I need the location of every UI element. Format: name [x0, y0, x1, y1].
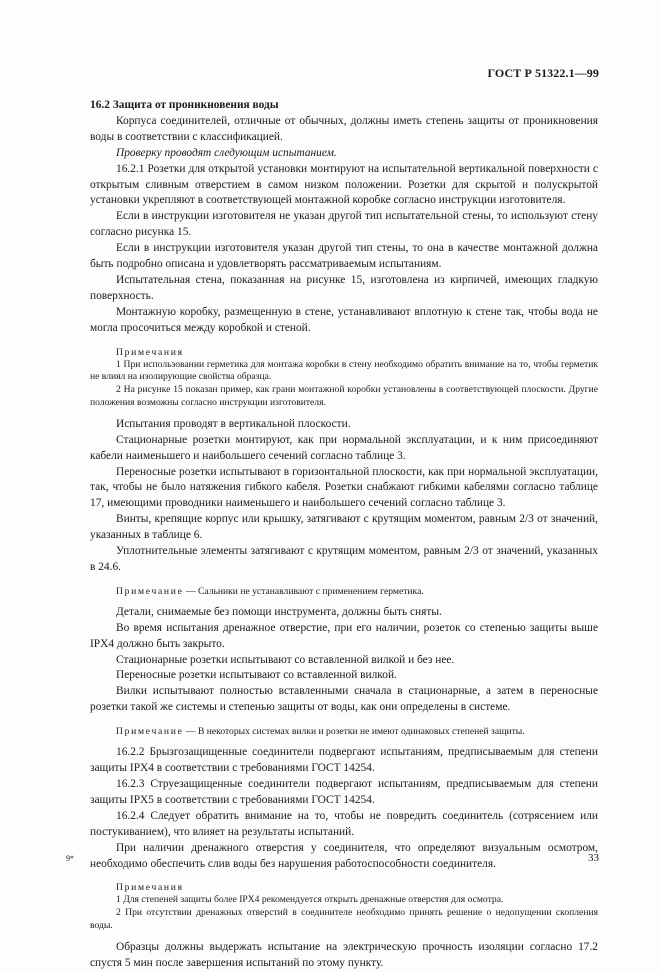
paragraph: Переносные розетки испытывают со вставленной вилкой. [116, 669, 397, 682]
footer-sheet-mark: 9* [66, 854, 74, 863]
document-body [90, 98, 598, 972]
paragraph: Стационарные розетки монтируют, как при нормальной эксплуатации, и к ним присоединяют кабели наименьшего и наибольшего сечений согласно таблице 3. [90, 433, 598, 462]
page-number: 33 [588, 852, 599, 864]
paragraph: Стационарные розетки испытывают со вставленной вилкой и без нее. [116, 653, 455, 666]
paragraph: Вилки испытывают полностью вставленными сначала в стационарные, а затем в переносные розетки такой же системы и степенью защиты от воды, как они определены в системе. [90, 685, 598, 714]
note-label: Примечание [116, 585, 184, 597]
note-item: 1 Для степеней защиты более IPX4 рекомендуется открыть дренажные отверстия для осмотра. [116, 894, 504, 906]
paragraph: Корпуса соединителей, отличные от обычных, должны иметь степень защиты от проникновения воды в соответствии с классификацией. [90, 114, 598, 143]
paragraph: Монтажную коробку, размещенную в стене, устанавливают вплотную к стене так, чтобы вода не могла просочиться между коробкой и стеной. [90, 305, 598, 334]
paragraph: 16.2.1 Розетки для открытой установки монтируют на испытательной вертикальной поверхности с открытым сливным отверстием в самом низком положении. Розетки для скрытой и полускрытой установки укрепляют в соответствующей монтажной коробке согласно инструкции изготовителя. [90, 162, 598, 207]
paragraph: 16.2.4 Следует обратить внимание на то, чтобы не повредить соединитель (сотрясением или постукиванием), что влияет на результаты испытаний. [90, 809, 598, 838]
paragraph: Детали, снимаемые без помощи инструмента, должны быть сняты. [116, 605, 442, 618]
section-heading: 16.2 Защита от проникновения воды [90, 99, 279, 111]
note-item: 2 При отсутствии дренажных отверстий в соединителе необходимо принять решение о недопущении скопления воды. [90, 907, 598, 932]
paragraph: Уплотнительные элементы затягивают с крутящим моментом, равным 2/3 от значений, указанных в 24.6. [90, 545, 598, 573]
paragraph: 16.2.2 Брызгозащищенные соединители подвергают испытаниям, предписываемым для степени защиты IPX4 в соответствии с требованиями ГОСТ 14254. [90, 746, 598, 775]
note-item: 1 При использовании герметика для монтажа коробки в стену необходимо обратить внимание на то, чтобы герметик не влиял на изолирующие свойства образца. [90, 358, 598, 383]
notes-label: Примечания [116, 882, 184, 894]
paragraph: Во время испытания дренажное отверстие, при его наличии, розеток со степенью защиты выше IPX4 должно быть закрыто. [90, 621, 598, 650]
note-text: — Сальники не устанавливают с применением герметика. [183, 585, 424, 597]
paragraph: При наличии дренажного отверстия у соединителя, что определяют визуальным осмотром, необходимо обеспечить слив воды без нарушения работоспособности соединителя. [90, 841, 598, 870]
note-text: — В некоторых системах вилки и розетки не имеют одинаковых степеней защиты. [183, 726, 525, 738]
paragraph: Испытательная стена, показанная на рисунке 15, изготовлена из кирпичей, имеющих гладкую поверхность. [90, 273, 598, 302]
paragraph-italic: Проверку проводят следующим испытанием. [116, 146, 337, 159]
notes-label: Примечания [116, 346, 184, 358]
paragraph: Винты, крепящие корпус или крышку, затягивают с крутящим моментом, равным 2/3 от значений, указанных в таблице 6. [90, 513, 598, 542]
paragraph: Если в инструкции изготовителя указан другой тип стены, то она в качестве монтажной должна быть подробно описана и удовлетворять рассматриваемым испытаниям. [90, 242, 598, 271]
note-inline [90, 725, 598, 738]
note-label: Примечание [116, 726, 184, 738]
paragraph: Испытания проводят в вертикальной плоскости. [116, 417, 351, 430]
paragraph: Переносные розетки испытывают в горизонтальной плоскости, как при нормальной эксплуатации, так, чтобы не было натяжения гибкого кабеля. Розетки снабжают гибкими кабелями согласно таблице 17, имеющими проводники наименьшего и наибольшего сечений согласно таблице 3. [90, 465, 598, 510]
paragraph: Образцы должны выдержать испытание на электрическую прочность изоляции согласно 17.2 спустя 5 мин после завершения испытаний по этому пункту. [90, 940, 598, 969]
note-inline [90, 585, 598, 598]
note-item: 2 На рисунке 15 показан пример, как грани монтажной коробки установлены в соответствующей плоскости. Другие положения возможны согласно инструкции изготовителя. [90, 384, 598, 408]
paragraph: Если в инструкции изготовителя не указан другой тип испытательной стены, то используют стену согласно рисунка 15. [90, 210, 598, 239]
paragraph: 16.2.3 Струезащищенные соединители подвергают испытаниям, предписываемым для степени защиты IPX5 в соответствии с требованиями ГОСТ 14254. [90, 778, 598, 806]
page-header-standard: ГОСТ Р 51322.1—99 [487, 66, 599, 80]
